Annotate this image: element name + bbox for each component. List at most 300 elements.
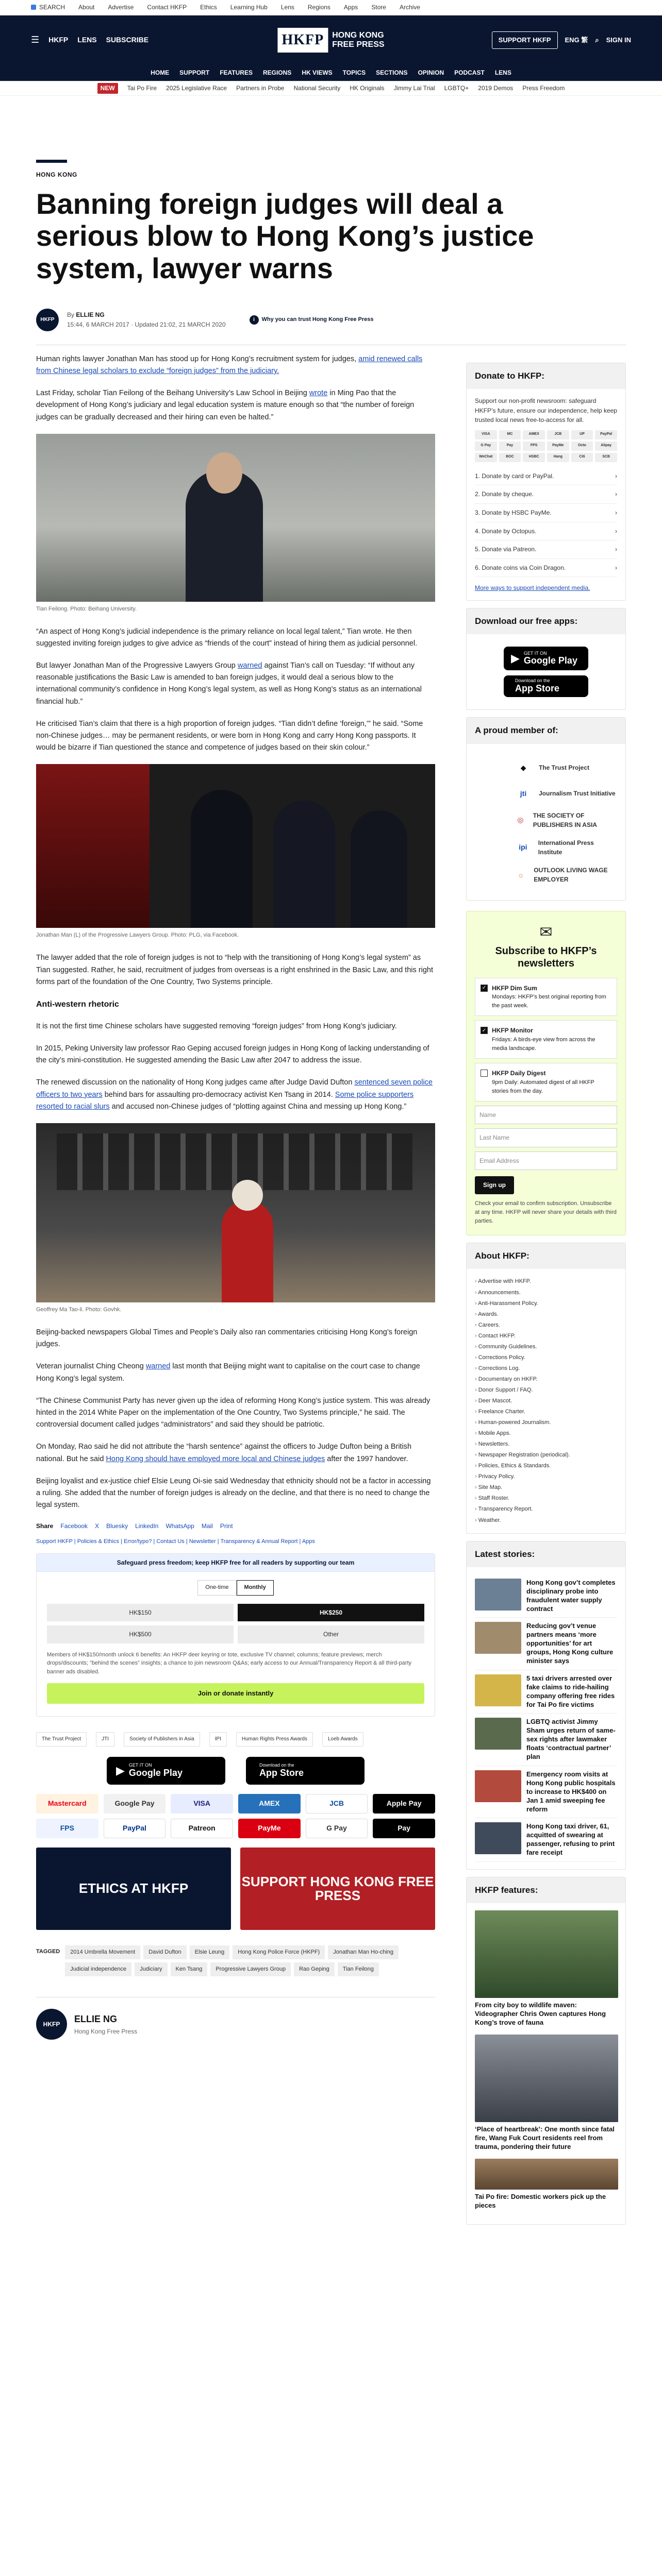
masthead-link-subscribe[interactable]: SUBSCRIBE bbox=[106, 36, 149, 44]
about-link[interactable]: › Human-powered Journalism. bbox=[475, 1417, 617, 1428]
about-link[interactable]: › Newsletters. bbox=[475, 1439, 617, 1450]
paragraph: Beijing loyalist and ex-justice chief Elsie Leung Oi-sie said Wednesday that ethnicity should not be a factor in accessing a ruling. She added that the number of foreign judges is already on the decline, and that there is no need to change the legal system. bbox=[36, 1477, 431, 1510]
visa-logo: VISA bbox=[171, 1794, 233, 1814]
trust-link[interactable] bbox=[250, 315, 374, 325]
about-link[interactable]: › Announcements. bbox=[475, 1287, 617, 1298]
tag[interactable]: Rao Geping bbox=[294, 1962, 335, 1976]
paypal-logo: PayPal bbox=[104, 1819, 166, 1838]
email-field[interactable]: Email Address bbox=[475, 1151, 617, 1171]
story-headline: LGBTQ activist Jimmy Sham urges return of same-sex rights after lawmaker floats ‘contractual partner’ plan bbox=[526, 1718, 616, 1761]
membership-widget bbox=[466, 717, 626, 901]
photo-wig bbox=[232, 1180, 263, 1211]
search-icon bbox=[31, 5, 36, 10]
author-prefix: By bbox=[67, 311, 76, 318]
nav-features[interactable]: FEATURES bbox=[220, 69, 253, 77]
photo-figure bbox=[351, 810, 407, 928]
latest-story[interactable] bbox=[475, 1818, 617, 1862]
about-link[interactable]: › Weather. bbox=[475, 1515, 617, 1526]
support-banner[interactable]: SUPPORT HONG KONG FREE PRESS bbox=[240, 1848, 435, 1930]
nav-support[interactable]: SUPPORT bbox=[179, 69, 210, 77]
headline-rule bbox=[36, 160, 67, 163]
app-store-buttons bbox=[36, 1757, 435, 1785]
search-icon[interactable]: ⌕ bbox=[595, 36, 599, 44]
amount-option-other[interactable]: Other bbox=[238, 1625, 424, 1643]
google-play-big: Google Play bbox=[523, 655, 577, 666]
share-whatsapp[interactable]: WhatsApp bbox=[166, 1522, 194, 1530]
about-link[interactable]: › Corrections Policy. bbox=[475, 1352, 617, 1363]
jcb-logo: JCB bbox=[306, 1794, 368, 1814]
paragraph: It is not the first time Chinese scholars have suggested removing “foreign judges” from Hong Kong’s judiciary. bbox=[36, 1022, 397, 1030]
latest-story[interactable] bbox=[475, 1714, 617, 1766]
story-headline: Emergency room visits at Hong Kong public hospitals to increase to HK$400 on Jan 1 amid sweeping fee reform bbox=[526, 1770, 616, 1813]
tag[interactable]: Judicial independence bbox=[65, 1962, 131, 1976]
chevron-right-icon: › bbox=[615, 490, 617, 498]
logo-trust-project[interactable]: The Trust Project bbox=[36, 1732, 87, 1747]
donate-option[interactable] bbox=[475, 504, 617, 522]
topbar-link-apps[interactable]: Apps bbox=[343, 4, 358, 11]
logo-hrpa[interactable]: Human Rights Press Awards bbox=[236, 1732, 313, 1747]
photo-backdrop bbox=[36, 764, 150, 928]
article-category[interactable]: HONG KONG bbox=[36, 171, 77, 178]
donate-option[interactable] bbox=[475, 522, 617, 541]
tag[interactable]: Ken Tsang bbox=[171, 1962, 208, 1976]
share-print[interactable]: Print bbox=[220, 1522, 233, 1530]
payment-icons bbox=[475, 430, 617, 462]
tag[interactable]: Judiciary bbox=[135, 1962, 167, 1976]
published-date: 15:44, 6 MARCH 2017 bbox=[67, 320, 129, 328]
trending-link[interactable]: Jimmy Lai Trial bbox=[393, 84, 435, 92]
share-facebook[interactable]: Facebook bbox=[60, 1522, 88, 1530]
logo-wordmark bbox=[332, 31, 384, 49]
language-switch[interactable]: ENG 繁 bbox=[565, 36, 588, 44]
newsletter-title: Subscribe to HKFP’s newsletters bbox=[495, 945, 597, 969]
member-outlook[interactable] bbox=[513, 866, 617, 885]
chevron-right-icon: › bbox=[615, 564, 617, 571]
share-bar bbox=[36, 1521, 435, 1531]
nav-regions[interactable]: REGIONS bbox=[262, 69, 292, 77]
checkbox-checked[interactable]: ✓ bbox=[481, 985, 488, 992]
paragraph: He criticised Tian’s claim that there is a high proportion of foreign judges. “Tian didn’t define ‘foreign,’” he said. “Some non-Chinese judges… may be permanent residents, or were born in Hong Kong and carry Hong Kong passports. It would be bizarre if Tian questioned the stance and competence of judges based on their skin colour.” bbox=[36, 719, 423, 752]
newsletter-text bbox=[492, 984, 611, 1011]
byline bbox=[36, 309, 662, 331]
donate-option[interactable] bbox=[475, 540, 617, 559]
inline-link[interactable]: warned bbox=[237, 662, 262, 670]
author-footer bbox=[36, 1997, 435, 2040]
text: The renewed discussion on the nationality of Hong Kong judges came after Judge David Dufton bbox=[36, 1078, 355, 1087]
promo-banners bbox=[36, 1848, 435, 1930]
paragraph: “An aspect of Hong Kong’s judicial independence is the primary reliance on local legal talent,” Tian wrote. He then suggested inviting foreign judges to give advice as “friends of the court” instead of hiring them as judicial personnel. bbox=[36, 627, 418, 648]
logo-mark: HKFP bbox=[277, 28, 328, 52]
tag-list bbox=[65, 1945, 435, 1976]
apple-pay-logo: Apple Pay bbox=[373, 1794, 435, 1814]
membership-widget-title: A proud member of: bbox=[467, 718, 625, 743]
amount-option-selected[interactable]: HK$250 bbox=[238, 1604, 424, 1622]
about-link[interactable]: › Privacy Policy. bbox=[475, 1471, 617, 1482]
paragraph: In 2015, Peking University law professor Rao Geping accused foreign judges in Hong Kong of lacking understanding of the city’s mini-constitution. He suggested amending the Basic Law after 2047 to address the issue. bbox=[36, 1044, 429, 1065]
feature-image bbox=[475, 1910, 618, 1998]
features-widget-title: HKFP features: bbox=[467, 1877, 625, 1903]
date-line: 15:44, 6 MARCH 2017 · Updated 21:02, 21 MARCH 2020 bbox=[67, 320, 226, 328]
article-photo-tian bbox=[36, 434, 435, 602]
amount-option[interactable]: HK$500 bbox=[47, 1625, 234, 1643]
checkbox-unchecked[interactable] bbox=[481, 1070, 488, 1077]
payment-icon: Octo bbox=[571, 442, 593, 451]
trending-link[interactable]: HK Originals bbox=[350, 84, 385, 92]
feature-image bbox=[475, 2159, 618, 2190]
google-pay-logo: Google Pay bbox=[104, 1794, 166, 1814]
donate-widget-body bbox=[467, 389, 625, 600]
section-heading: Anti-western rhetoric bbox=[36, 1000, 119, 1009]
inline-link[interactable]: wrote bbox=[309, 389, 328, 398]
topbar-link-learning[interactable]: Learning Hub bbox=[230, 4, 268, 11]
nav-podcast[interactable]: PODCAST bbox=[454, 69, 485, 77]
inline-link[interactable]: amid renewed calls from Chinese legal scholars to exclude “foreign judges” from the judiciary. bbox=[36, 354, 423, 375]
about-link[interactable]: › Deer Mascot. bbox=[475, 1396, 617, 1406]
topbar-link-about[interactable]: About bbox=[78, 4, 95, 11]
donate-lead: Support our non-profit newsroom: safeguard HKFP’s future, ensure our independence, help keep trusted local news free-to-access for all. bbox=[475, 397, 617, 424]
photo-caption: Tian Feilong. Photo: Beihang University. bbox=[36, 605, 137, 612]
donate-option-label: 4. Donate by Octopus. bbox=[475, 527, 537, 535]
new-badge: NEW bbox=[97, 83, 118, 94]
text: On Monday, Rao said he did not attribute the “harsh sentence” against the officers to Judge Dufton being a British national. But he said bbox=[36, 1443, 412, 1463]
support-hkfp-button[interactable]: SUPPORT HKFP bbox=[492, 31, 558, 49]
member-label: THE SOCIETY OF PUBLISHERS IN ASIA bbox=[533, 811, 597, 829]
paragraph: Beijing-backed newspapers Global Times and People’s Daily also ran commentaries criticising Hong Kong’s foreign judges. bbox=[36, 1328, 418, 1349]
payme-logo: PayMe bbox=[238, 1819, 301, 1838]
mastercard-logo: Mastercard bbox=[36, 1794, 98, 1814]
newsletter-desc: 9pm Daily: Automated digest of all HKFP stories from the day. bbox=[492, 1079, 594, 1094]
masthead-link-lens[interactable]: LENS bbox=[77, 36, 97, 44]
features-widget bbox=[466, 1877, 626, 2225]
member-label: Journalism Trust Initiative bbox=[539, 790, 616, 798]
google-play-big: Google Play bbox=[128, 1767, 183, 1778]
donate-box-heading: Safeguard press freedom; keep HKFP free for all readers by supporting our team bbox=[37, 1554, 435, 1572]
about-link[interactable]: › Staff Roster. bbox=[475, 1493, 617, 1504]
story-thumbnail bbox=[475, 1718, 521, 1750]
about-link[interactable]: › Careers. bbox=[475, 1320, 617, 1331]
masthead-link-hkfp[interactable]: HKFP bbox=[48, 36, 69, 44]
latest-list bbox=[467, 1567, 625, 1869]
newsletter-option[interactable] bbox=[475, 1063, 617, 1101]
photo-caption: Geoffrey Ma Tao-li. Photo: Govhk. bbox=[36, 1306, 122, 1313]
search-link[interactable]: SEARCH bbox=[31, 3, 65, 12]
story-headline: Hong Kong taxi driver, 61, acquitted of swearing at passenger, refusing to print fare receipt bbox=[526, 1822, 615, 1857]
about-links bbox=[467, 1269, 625, 1533]
support-links[interactable]: Support HKFP | Policies & Ethics | Error/typo? | Contact Us | Newsletter | Transparency & Annual Report | Apps bbox=[36, 1538, 315, 1545]
article-title: Banning foreign judges will deal a serious blow to Hong Kong’s justice system, lawyer warns bbox=[36, 187, 534, 285]
story-thumbnail bbox=[475, 1822, 521, 1854]
paragraph bbox=[36, 353, 435, 377]
play-icon: ▶ bbox=[511, 652, 520, 665]
story-headline: Hong Kong gov’t completes disciplinary probe into fraudulent water supply contract bbox=[526, 1578, 616, 1613]
membership-widget-body bbox=[467, 744, 625, 901]
about-widget-title: About HKFP: bbox=[467, 1243, 625, 1269]
newsletter-widget bbox=[466, 911, 626, 1235]
latest-story[interactable] bbox=[475, 1618, 617, 1670]
topbar-link-archive[interactable]: Archive bbox=[399, 4, 420, 11]
newsletter-desc: Mondays: HKFP’s best original reporting from the past week. bbox=[492, 994, 606, 1009]
join-donate-button[interactable]: Join or donate instantly bbox=[47, 1683, 424, 1704]
about-link[interactable]: › Transparency Report. bbox=[475, 1504, 617, 1515]
payment-icon: MC bbox=[499, 430, 521, 439]
trending-link[interactable]: 2019 Demos bbox=[478, 84, 514, 92]
logo-loeb[interactable]: Loeb Awards bbox=[322, 1732, 363, 1747]
trending-link[interactable]: 2025 Legislative Race bbox=[166, 84, 227, 92]
tag[interactable]: Jonathan Man Ho-ching bbox=[328, 1945, 399, 1959]
text: Human rights lawyer Jonathan Man has stood up for Hong Kong’s recruitment system for judges, bbox=[36, 354, 359, 363]
tag[interactable]: Hong Kong Police Force (HKPF) bbox=[233, 1945, 325, 1959]
about-link[interactable]: › Anti-Harassment Policy. bbox=[475, 1298, 617, 1309]
logo-jti[interactable]: JTI bbox=[96, 1732, 114, 1747]
paragraph bbox=[36, 1441, 435, 1465]
nav-lens[interactable]: LENS bbox=[494, 69, 511, 77]
site-logo[interactable] bbox=[277, 28, 384, 52]
topbar-link-advertise[interactable]: Advertise bbox=[108, 4, 134, 11]
author-footer-avatar[interactable]: HKFP bbox=[36, 2009, 67, 2040]
logo-line-1: HONG KONG bbox=[332, 31, 384, 40]
chevron-right-icon: › bbox=[615, 509, 617, 517]
trending-link[interactable]: Press Freedom bbox=[522, 84, 565, 92]
sopa-icon: ◎ bbox=[517, 816, 524, 824]
author-footer-name[interactable]: ELLIE NG bbox=[74, 2013, 118, 2024]
author-footer-role: Hong Kong Free Press bbox=[74, 2027, 138, 2035]
text: last month that Beijing might want to capitalise on the court case to change Hong Kong’s legal system. bbox=[36, 1362, 420, 1383]
donate-option-label: 3. Donate by HSBC PayMe. bbox=[475, 509, 552, 517]
trending-bar bbox=[0, 81, 662, 96]
payment-icon: PayPal bbox=[595, 430, 617, 439]
nav-opinion[interactable]: OPINION bbox=[418, 69, 444, 77]
trust-project-icon: ◆ bbox=[520, 763, 526, 772]
donate-option[interactable] bbox=[475, 559, 617, 578]
logo-sopa[interactable]: Society of Publishers in Asia bbox=[124, 1732, 200, 1747]
author-name[interactable]: ELLIE NG bbox=[76, 311, 105, 318]
content-columns bbox=[36, 345, 662, 2225]
app-store-small: Download on the bbox=[259, 1762, 294, 1768]
about-link[interactable]: › Awards. bbox=[475, 1309, 617, 1320]
newsletter-name: HKFP Dim Sum bbox=[492, 984, 537, 992]
payment-icon: Alipay bbox=[595, 442, 617, 451]
share-x[interactable]: X bbox=[95, 1522, 100, 1530]
newsletter-option[interactable] bbox=[475, 1020, 617, 1059]
trending-link[interactable]: LGBTQ+ bbox=[444, 84, 469, 92]
about-link[interactable]: › Documentary on HKFP. bbox=[475, 1374, 617, 1385]
trending-link[interactable]: Partners in Probe bbox=[236, 84, 285, 92]
first-name-field[interactable]: Name bbox=[475, 1106, 617, 1125]
newsletter-name: HKFP Monitor bbox=[492, 1027, 533, 1035]
topbar-link-regions[interactable]: Regions bbox=[307, 4, 330, 11]
about-link[interactable]: › Site Map. bbox=[475, 1482, 617, 1493]
feature-story[interactable] bbox=[475, 1910, 617, 2027]
payment-icon: Hang bbox=[547, 453, 569, 462]
text: But lawyer Jonathan Man of the Progressive Lawyers Group bbox=[36, 662, 238, 670]
toggle-one-time[interactable]: One-time bbox=[197, 1580, 236, 1595]
newsletter-option[interactable] bbox=[475, 978, 617, 1016]
tag[interactable]: Tian Feilong bbox=[338, 1962, 379, 1976]
photo-figure bbox=[191, 790, 253, 928]
payment-icon: VISA bbox=[475, 430, 497, 439]
about-link[interactable]: › Newspaper Registration (periodical). bbox=[475, 1450, 617, 1461]
tag[interactable]: David Dufton bbox=[143, 1945, 187, 1959]
inline-link[interactable]: Hong Kong should have employed more local and Chinese judges bbox=[106, 1454, 325, 1463]
info-icon: i bbox=[250, 315, 259, 325]
amount-options bbox=[47, 1604, 424, 1643]
inline-donate-box bbox=[36, 1553, 435, 1717]
about-link[interactable]: › Contact HKFP. bbox=[475, 1331, 617, 1342]
feature-story[interactable] bbox=[475, 2159, 617, 2210]
donate-option-label: 5. Donate via Patreon. bbox=[475, 546, 537, 553]
nav-topics[interactable]: TOPICS bbox=[342, 69, 366, 77]
latest-story[interactable] bbox=[475, 1766, 617, 1818]
newsletter-text bbox=[492, 1026, 611, 1053]
tag[interactable]: Elsie Leung bbox=[190, 1945, 230, 1959]
member-label: International Press Institute bbox=[538, 839, 594, 856]
feature-image bbox=[475, 2035, 618, 2122]
member-jti[interactable] bbox=[513, 785, 617, 803]
feature-story[interactable] bbox=[475, 2035, 617, 2151]
nav-hk-views[interactable]: HK VIEWS bbox=[302, 69, 333, 77]
main-nav bbox=[0, 65, 662, 81]
features-list bbox=[467, 1903, 625, 2224]
sign-in-link[interactable]: SIGN IN bbox=[606, 36, 631, 44]
sign-up-button[interactable]: Sign up bbox=[475, 1176, 514, 1194]
masthead bbox=[0, 15, 662, 65]
share-bluesky[interactable]: Bluesky bbox=[106, 1522, 128, 1530]
about-link[interactable]: › Donor Support / FAQ. bbox=[475, 1385, 617, 1396]
fps-logo: FPS bbox=[36, 1819, 98, 1838]
paragraph bbox=[36, 1361, 435, 1384]
pay-logo: Pay bbox=[373, 1819, 435, 1838]
inline-link[interactable]: sentenced seven police officers to two years bbox=[36, 1078, 433, 1099]
text: Veteran journalist Ching Cheong bbox=[36, 1362, 146, 1371]
latest-story[interactable] bbox=[475, 1574, 617, 1618]
member-label: The Trust Project bbox=[539, 764, 590, 772]
member-sopa[interactable] bbox=[513, 811, 617, 830]
donate-widget-title: Donate to HKFP: bbox=[467, 363, 625, 389]
share-label: Share bbox=[36, 1522, 54, 1530]
donate-option[interactable] bbox=[475, 485, 617, 504]
payment-icon: JCB bbox=[547, 430, 569, 439]
google-play-text bbox=[129, 1763, 183, 1778]
ethics-banner[interactable]: ETHICS AT HKFP bbox=[36, 1848, 231, 1930]
amount-option[interactable]: HK$150 bbox=[47, 1604, 234, 1622]
membership-logos bbox=[36, 1732, 435, 1747]
payment-icon: SCB bbox=[595, 453, 617, 462]
about-link[interactable]: › Policies, Ethics & Standards. bbox=[475, 1461, 617, 1471]
about-link[interactable]: › Freelance Charter. bbox=[475, 1406, 617, 1417]
frequency-toggle bbox=[47, 1580, 424, 1595]
payment-logos bbox=[36, 1794, 435, 1838]
donate-option-label: 1. Donate by card or PayPal. bbox=[475, 472, 554, 480]
topbar-link-ethics[interactable]: Ethics bbox=[200, 4, 217, 11]
text: against Tian’s call on Tuesday: “If without any reasonable justifications the Basic Law is amended to ban foreign judges, it would deal a serious blow to the international community’s confidence in Hong Kong’s legal system, as well as Hong Kong’s status as an international financial hub.” bbox=[36, 662, 422, 706]
newsletter-desc: Fridays: A birds-eye view from across the media landscape. bbox=[492, 1036, 595, 1052]
amex-logo: AMEX bbox=[238, 1794, 301, 1814]
member-ipi[interactable] bbox=[513, 838, 617, 857]
logo-ipi[interactable]: IPI bbox=[209, 1732, 227, 1747]
payment-icon: UP bbox=[571, 430, 593, 439]
play-icon: ▶ bbox=[116, 1764, 125, 1777]
byline-meta bbox=[67, 310, 226, 330]
donate-option-label: 2. Donate by cheque. bbox=[475, 490, 534, 498]
about-widget bbox=[466, 1243, 626, 1533]
google-play-small: GET IT ON bbox=[128, 1762, 152, 1768]
about-link[interactable]: › Advertise with HKFP. bbox=[475, 1276, 617, 1287]
donate-option[interactable] bbox=[475, 467, 617, 486]
google-play-button[interactable] bbox=[504, 647, 588, 670]
text: and accused non-Chinese judges of “plotting against China and messing up Hong Kong.” bbox=[109, 1102, 407, 1111]
app-store-text bbox=[515, 679, 559, 694]
masthead-right bbox=[492, 31, 631, 49]
member-label: OUTLOOK LIVING WAGE EMPLOYER bbox=[534, 866, 608, 884]
feature-headline: Tai Po fire: Domestic workers pick up the pieces bbox=[475, 2192, 606, 2209]
payment-icon: Pay bbox=[499, 442, 521, 451]
inline-link[interactable]: Some police supporters resorted to racial slurs bbox=[36, 1090, 414, 1111]
google-play-small: GET IT ON bbox=[523, 650, 547, 656]
menu-icon[interactable]: ☰ bbox=[31, 35, 40, 45]
share-mail[interactable]: Mail bbox=[201, 1522, 213, 1530]
toggle-monthly[interactable]: Monthly bbox=[237, 1580, 274, 1595]
google-play-text bbox=[524, 651, 577, 667]
photo-caption: Jonathan Man (L) of the Progressive Lawyers Group. Photo: PLG, via Facebook. bbox=[36, 932, 239, 939]
google-play-button[interactable] bbox=[107, 1757, 225, 1785]
last-name-field[interactable]: Last Name bbox=[475, 1128, 617, 1147]
utility-bar bbox=[0, 0, 662, 15]
checkbox-checked[interactable]: ✓ bbox=[481, 1027, 488, 1034]
share-linkedin[interactable]: LinkedIn bbox=[135, 1522, 159, 1530]
app-store-text bbox=[259, 1763, 304, 1778]
inline-link[interactable]: warned bbox=[145, 1362, 171, 1371]
chevron-right-icon: › bbox=[615, 527, 617, 535]
author-avatar[interactable]: HKFP bbox=[36, 309, 59, 331]
app-store-button[interactable] bbox=[246, 1757, 365, 1785]
trending-link[interactable]: National Security bbox=[293, 84, 341, 92]
nav-sections[interactable]: SECTIONS bbox=[376, 69, 408, 77]
author-line bbox=[67, 310, 226, 320]
trust-link-label: Why you can trust Hong Kong Free Press bbox=[261, 316, 374, 323]
about-link[interactable]: › Community Guidelines. bbox=[475, 1342, 617, 1352]
topbar-link-store[interactable]: Store bbox=[371, 4, 386, 11]
text: behind bars for assaulting pro-democracy activist Ken Tsang in 2014. bbox=[102, 1090, 335, 1099]
payment-icon: G Pay bbox=[475, 442, 497, 451]
topbar-link-lens[interactable]: Lens bbox=[280, 4, 294, 11]
feature-headline: From city boy to wildlife maven: Videographer Chris Owen captures Hong Kong’s trove of fauna bbox=[475, 2001, 606, 2027]
member-benefits: Members of HK$150/month unlock 6 benefits: An HKFP deer keyring or tote, exclusive TV channel; columns; feature previews; merch drops/discounts; “behind the scenes” insights; a chance to join newsroom Q&As; early access to our Annual/Transparency Report & all third-party banner ads disabled. bbox=[47, 1651, 412, 1675]
trending-link[interactable]: Tai Po Fire bbox=[127, 84, 157, 92]
ipi-icon: ipi bbox=[519, 843, 527, 852]
paragraph: “The Chinese Communist Party has never given up the idea of reforming Hong Kong’s justice system. This was already hinted in the 2014 White Paper on the implementation of the One Country, Two Systems principle,” he said. The controversial document called judges “administrators” and said they should be patriotic. bbox=[36, 1396, 431, 1429]
app-store-button[interactable] bbox=[504, 675, 588, 697]
member-trust-project[interactable] bbox=[513, 759, 617, 777]
donate-option-label: 6. Donate coins via Coin Dragon. bbox=[475, 564, 566, 571]
topbar-link-contact[interactable]: Contact HKFP bbox=[147, 4, 187, 11]
author-footer-text bbox=[74, 2012, 137, 2036]
mail-icon: ✉ bbox=[539, 924, 553, 941]
photo-figure bbox=[222, 1200, 273, 1302]
app-store-big: App Store bbox=[259, 1767, 304, 1778]
more-ways-link[interactable]: More ways to support independent media. bbox=[475, 584, 590, 592]
patreon-logo: Patreon bbox=[171, 1819, 233, 1838]
tags-row bbox=[36, 1940, 435, 1976]
about-link[interactable]: › Mobile Apps. bbox=[475, 1428, 617, 1439]
feature-headline: ‘Place of heartbreak’: One month since fatal fire, Wang Fuk Court residents reel from trauma, pondering their future bbox=[475, 2125, 615, 2150]
tag[interactable]: 2014 Umbrella Movement bbox=[65, 1945, 140, 1959]
latest-story[interactable] bbox=[475, 1670, 617, 1714]
about-link[interactable]: › Corrections Log. bbox=[475, 1363, 617, 1374]
donate-widget bbox=[466, 363, 626, 601]
nav-home[interactable]: HOME bbox=[151, 69, 170, 77]
latest-widget bbox=[466, 1541, 626, 1870]
tag[interactable]: Progressive Lawyers Group bbox=[210, 1962, 291, 1976]
